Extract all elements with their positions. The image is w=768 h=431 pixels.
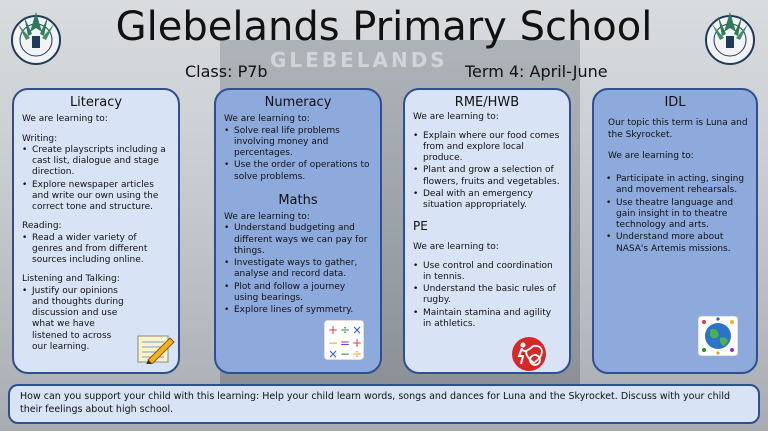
svg-text:+: + (328, 323, 339, 337)
list-item: • Understand the basic rules of rugby. (413, 284, 561, 307)
svg-text:×: × (352, 323, 363, 337)
building-sign: GLEBELANDS (270, 48, 448, 72)
idl-topic: Our topic this term is Luna and the Skyrocket. (608, 118, 748, 140)
footer-text: How can you support your child with this learning: Help your child learn words, songs and dances for Luna and the Skyrocket. Discuss with your child their feelings about high school. (20, 391, 730, 415)
list-item: • Solve real life problems involving money and percentages. (224, 126, 372, 160)
list-item: • Plant and grow a selection of flowers, fruits and vegetables. (413, 165, 561, 188)
svg-text:×: × (328, 347, 339, 360)
pe-intro: We are learning to: (413, 242, 499, 253)
class-label: Class: P7b (185, 62, 268, 81)
idl-panel (592, 88, 758, 374)
numeracy-heading: Numeracy (264, 95, 332, 110)
rme-heading: RME/HWB (454, 95, 520, 110)
rme-hwb-panel (403, 88, 571, 374)
literacy-heading: Literacy (69, 95, 123, 110)
numeracy-list (224, 126, 372, 183)
list-item: • Use the order of operations to solve problems. (224, 160, 372, 183)
list-item: • Deal with an emergency situation appropriately. (413, 189, 561, 212)
literacy-intro: We are learning to: (22, 114, 108, 125)
listening-label: Listening and Talking: (22, 274, 120, 285)
svg-text:−: − (328, 336, 339, 350)
list-item: • Participate in acting, singing and movement rehearsals. (606, 174, 748, 197)
idl-list (602, 174, 748, 255)
maths-intro: We are learning to: (224, 212, 310, 222)
page-title: Glebelands Primary School (115, 4, 653, 50)
svg-text:=: = (340, 336, 351, 350)
term-label: Term 4: April-June (465, 62, 608, 81)
numeracy-panel (214, 88, 382, 374)
rme-list (413, 131, 561, 212)
list-item: • Use control and coordination in tennis. (413, 261, 561, 284)
literacy-panel (12, 88, 180, 374)
pencil-paper-icon (136, 332, 176, 364)
list-item: • Create playscripts including a cast list, dialogue and stage direction. (22, 145, 170, 179)
svg-text:−: − (340, 347, 351, 360)
list-item: • Understand budgeting and different ways we can pay for things. (224, 223, 372, 257)
svg-text:+: + (352, 336, 363, 350)
fitness-icon (509, 336, 549, 372)
list-item: • Use theatre language and gain insight in to theatre technology and arts. (606, 198, 748, 232)
svg-text:÷: ÷ (352, 347, 363, 360)
idl-heading: IDL (664, 95, 686, 110)
list-item: • Investigate ways to gather, analyse and record data. (224, 258, 372, 281)
writing-list (22, 145, 170, 214)
list-item: • Understand more about NASA's Artemis missions. (606, 232, 748, 255)
numeracy-intro: We are learning to: (224, 114, 310, 125)
list-item: • Read a wider variety of genres and from different sources including online. (22, 233, 170, 267)
list-item: • Explore lines of symmetry. (224, 305, 372, 316)
pe-heading: PE (413, 219, 428, 234)
reading-list (22, 233, 170, 267)
rme-intro: We are learning to: (413, 112, 499, 123)
list-item: • Explore newspaper articles and write our own using the correct tone and structure. (22, 180, 170, 214)
globe-icon (698, 316, 738, 356)
reading-label: Reading: (22, 221, 62, 232)
footer-support-box (8, 384, 760, 424)
math-symbols-icon (324, 320, 364, 360)
idl-intro: We are learning to: (608, 150, 694, 161)
list-item: • Explain where our food comes from and explore local produce. (413, 131, 561, 165)
list-item: • Plot and follow a journey using bearings. (224, 282, 372, 305)
svg-text:÷: ÷ (340, 323, 351, 337)
list-item: • Maintain stamina and agility in athletics. (413, 308, 561, 331)
maths-list (224, 223, 372, 316)
maths-heading: Maths (278, 192, 318, 208)
list-item: • Justify our opinions and thoughts during discussion and use what we have listened to across our learning. (22, 286, 170, 354)
pe-list (413, 261, 561, 331)
writing-label: Writing: (22, 133, 58, 144)
